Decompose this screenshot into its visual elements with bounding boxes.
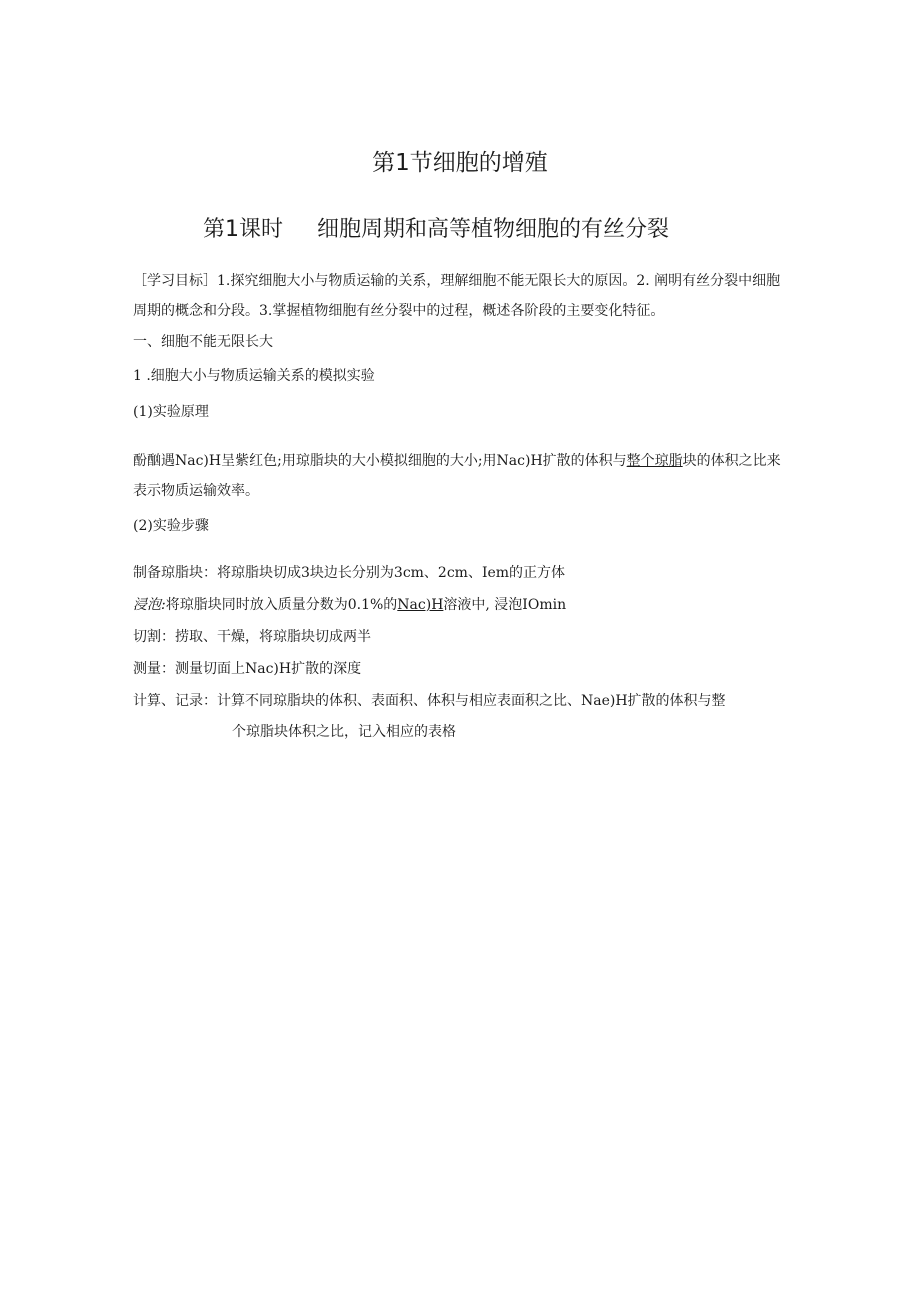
heading-cell-growth-limit: 一、细胞不能无限长大 (133, 334, 273, 350)
principle-paragraph (133, 446, 793, 506)
learning-objectives: ［学习目标］1.探究细胞大小与物质运输的关系，理解细胞不能无限长大的原因。2. 阐明有丝分裂中细胞周期的概念和分段。3.掌握植物细胞有丝分裂中的过程，概述各阶段的主要变化特征。 (133, 273, 781, 319)
step-soak-label: 浸泡: (133, 597, 166, 613)
step-soak (133, 595, 566, 615)
lesson-title (203, 212, 669, 243)
step-cut: 切割：捞取、干燥，将琼脂块切成两半 (133, 629, 371, 645)
lesson-number: 第1课时 (203, 217, 283, 242)
step-soak-text-b: 溶液中, 浸泡IOmin (443, 597, 567, 613)
step-soak-text-a: 将琼脂块同时放入质量分数为0.1%的 (165, 597, 398, 613)
principle-text-a: 酚酗遇Nac)H呈紫红色;用琼脂块的大小模拟细胞的大小;用Nac)H扩散的体积与 (133, 453, 627, 469)
step-measure: 测量：测量切面上Nac)H扩散的深度 (133, 661, 362, 677)
step-prepare: 制备琼脂块：将琼脂块切成3块边长分别为3cm、2cm、Iem的正方体 (133, 565, 566, 581)
principle-text-b: 块的体积之比来表示物质运输效率。 (133, 453, 781, 499)
lesson-topic: 细胞周期和高等植物细胞的有丝分裂 (317, 217, 670, 242)
principle-underlined-text: 整个琼脂 (626, 453, 683, 469)
heading-simulation-experiment: 1 .细胞大小与物质运输关系的模拟实验 (133, 368, 375, 384)
heading-steps: (2)实验步骤 (133, 518, 209, 534)
step-soak-underlined: Nac)H (397, 597, 444, 613)
section-title: 第1节细胞的增殖 (372, 150, 548, 176)
step-calculate-line-2: 个琼脂块体积之比，记入相应的表格 (232, 724, 456, 740)
heading-principle: (1)实验原理 (133, 404, 209, 420)
step-calculate-line-1: 计算、记录：计算不同琼脂块的体积、表面积、体积与相应表面积之比、Nae)H扩散的体积与整 (133, 693, 726, 709)
